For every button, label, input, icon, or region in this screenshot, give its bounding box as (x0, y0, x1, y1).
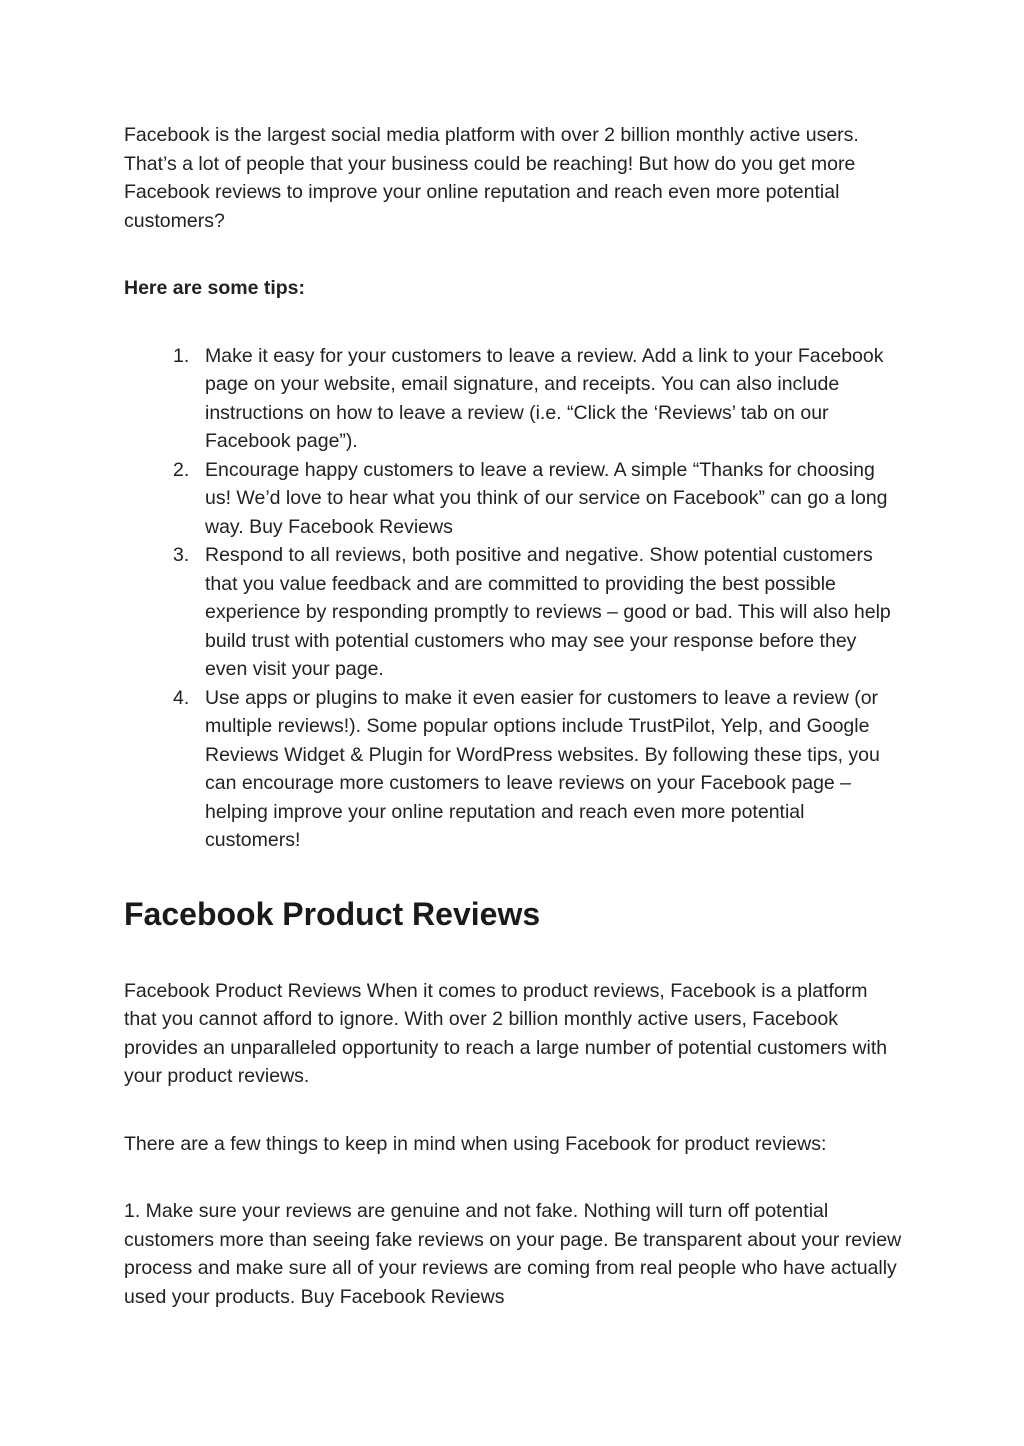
list-item-text: Make it easy for your customers to leave a review. Add a link to your Facebook page on your website, email signature, and receipts. You can also include instructions on how to leave a review (i.e. “Click the ‘Reviews’ tab on our Facebook page”). (205, 344, 884, 452)
section-title: Facebook Product Reviews (124, 895, 541, 932)
intro-paragraph: Facebook is the largest social media platform with over 2 billion monthly active users. That’s a lot of people that your business could be reaching! But how do you get more Facebook reviews to improve your online reputation and reach even more potential customers? (124, 124, 859, 232)
list-item-text: Encourage happy customers to leave a review. A simple “Thanks for choosing us! We’d love to hear what you think of our service on Facebook” can go a long way. Buy Facebook Reviews (205, 458, 888, 538)
tips-heading: Here are some tips: (124, 277, 305, 299)
list-item-number: 1. (173, 344, 190, 367)
list-item-number: 2. (173, 458, 190, 481)
list-item (124, 342, 904, 456)
list-item-text: Respond to all reviews, both positive and negative. Show potential customers that you value feedback and are committed to providing the best possible experience by responding promptly to reviews – good or bad. This will also help build trust with potential customers who may see your response before they even visit your page. (205, 544, 891, 680)
section-paragraph: 1. Make sure your reviews are genuine and not fake. Nothing will turn off potential customers more than seeing fake reviews on your page. Be transparent about your review process and make sure all of your reviews are coming from real people who have actually used your products. Buy Facebook Reviews (124, 1200, 902, 1308)
tips-list (124, 342, 904, 855)
section-paragraph: There are a few things to keep in mind when using Facebook for product reviews: (124, 1132, 827, 1155)
list-item-number: 3. (173, 544, 190, 566)
list-item-number: 4. (173, 686, 190, 709)
list-item (124, 456, 904, 542)
document-page (124, 121, 904, 1311)
list-item (124, 541, 904, 684)
list-item-text: Use apps or plugins to make it even easier for customers to leave a review (or multiple reviews!). Some popular options include TrustPilot, Yelp, and Google Reviews Widget & Plugin for WordPress websites. By following these tips, you can encourage more customers to leave reviews on your Facebook page – helping improve your online reputation and reach even more potential customers! (205, 686, 880, 851)
section-paragraph: Facebook Product Reviews When it comes to product reviews, Facebook is a platform that you cannot afford to ignore. With over 2 billion monthly active users, Facebook provides an unparalleled opportunity to reach a large number of potential customers with your product reviews. (124, 979, 888, 1087)
list-item (124, 684, 904, 855)
